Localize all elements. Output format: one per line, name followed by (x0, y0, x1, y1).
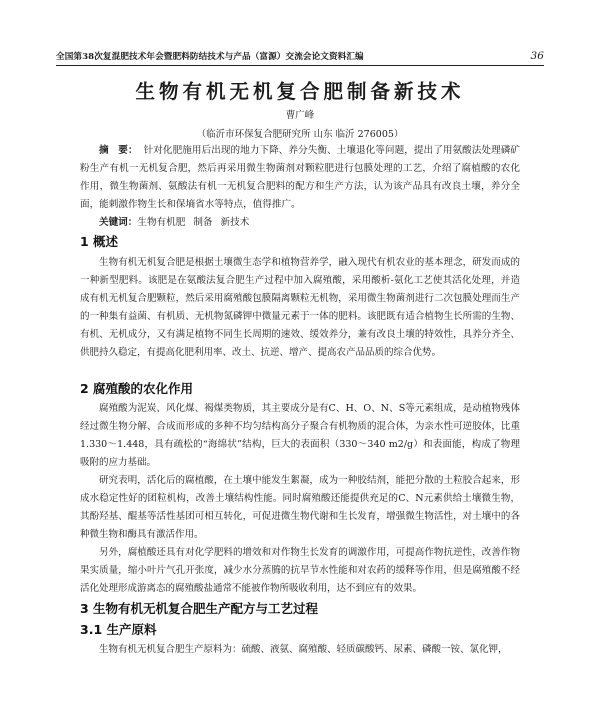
keyword: 制备 (193, 217, 213, 228)
section-body (80, 641, 520, 659)
section-heading: 3 生物有机无机复合肥生产配方与工艺过程 (80, 601, 319, 616)
author-name: 曹广峰 (285, 110, 315, 121)
paragraph: 生物有机无机复合肥生产原料为：硫酸、液氨、腐殖酸、轻质碳酸钙、尿素、磷酸一铵、氯化钾， (99, 644, 508, 655)
paragraph: 腐殖酸为泥炭、风化煤、褐煤类物质，其主要成分是有C、H、O、N、S等元素组成，是动植物残体经过微生物分解、合成而形成的多种不均匀结构高分子聚合有机物质的混合体，为亲水性可逆胶体，比重1.330～1.448，具有疏松的“海绵状”结构，巨大的表面积（330～340 m2/g）和表面能，构成了物理吸附的应力基础。 (80, 403, 520, 468)
section-heading: 1 概述 (80, 234, 119, 249)
abstract-label: 摘 要： (99, 145, 138, 156)
section-body (80, 254, 520, 362)
paragraph: 另外，腐植酸还具有对化学肥料的增效和对作物生长发育的调激作用，可提高作物抗逆性，改善作物果实质量，缩小叶片气孔开张度，减少水分蒸腾的抗旱节水性能和对农药的缓释等作用，但是腐殖酸不经活化处理形成游离态的腐殖酸盐通常不能被作物所吸收利用，达不到应有的效果。 (80, 547, 520, 594)
paragraph: 研究表明，活化后的腐植酸，在土壤中能发生絮凝，成为一种胶结剂，能把分散的土粒胶合起来，形成水稳定性好的团粒机构，改善土壤结构性能。同时腐殖酸还能提供充足的C、N元素供给土壤微生物，其酚羟基、醌基等活性基团可相互转化，可促进微生物代谢和生长发育，增强微生物活性，对土壤中的各种微生物和酶具有激活作用。 (80, 475, 520, 540)
page-number: 36 (530, 50, 544, 62)
subsection-heading: 3.1 生产原料 (80, 622, 157, 637)
keywords-label: 关键词： (99, 217, 138, 228)
keyword: 新技术 (220, 217, 250, 228)
running-head (56, 50, 544, 66)
abstract (80, 142, 520, 214)
running-head-text: 全国第38次复混肥技术年会暨肥料防结技术与产品（富源）交流会论文资料汇编 (56, 52, 364, 62)
abstract-text: 针对化肥施用后出现的地力下降、养分失衡、土壤退化等问题，提出了用氨酸法处理磷矿粉生产有机一无机复合肥，然后再采用微生物菌剂对颗粒肥进行包膜处理的工艺，介绍了腐植酸的农化作用，微生物菌剂、氨酸法有机一无机复合肥料的配方和生产方法，认为该产品具有改良土壤，养分全面，能刺激作物生长和保墒省水等特点，值得推广。 (80, 145, 521, 210)
section-heading: 2 腐殖酸的农化作用 (80, 381, 194, 396)
paper-title: 生物有机无机复合肥制备新技术 (135, 80, 465, 103)
paragraph: 生物有机无机复合肥是根据土壤微生态学和植物营养学，融入现代有机农业的基本理念，研发而成的一种新型肥料。该肥是在氨酸法复合肥生产过程中加入腐殖酸，采用酸析-氨化工艺使其活化处理，并造成有机无机复合肥颗粒，然后采用腐殖酸包膜隔离颗粒无机物，采用微生物菌剂进行二次包膜处理而生产的一种集有益菌、有机质、无机物氮磷钾中微量元素于一体的肥料。该肥既有适合植物生长所需的生物、有机、无机成分，又有满足植物不同生长周期的速效、缓效养分，兼有改良土壤的特效性，具养分齐全、供肥持久稳定，有提高化肥利用率、改土、抗逆、增产、提高农产品品质的综合优势。 (80, 257, 520, 358)
section-body (80, 400, 520, 598)
author-affiliation: （临沂市环保复合肥研究所 山东 临沂 276005） (196, 129, 404, 140)
keyword: 生物有机肥 (137, 217, 186, 228)
keywords (80, 214, 520, 232)
